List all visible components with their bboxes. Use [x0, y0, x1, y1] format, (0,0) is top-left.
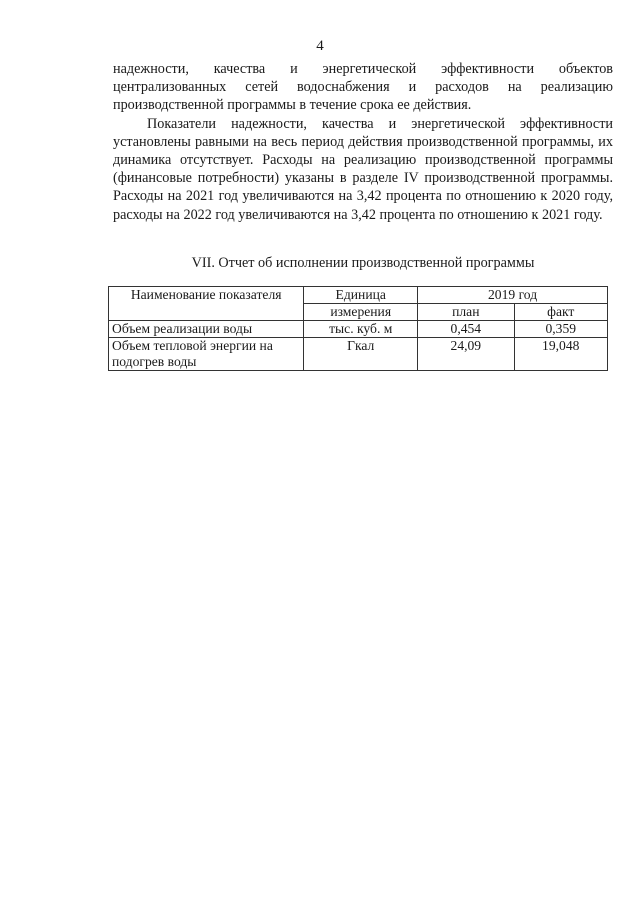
- cell-fact: 0,359: [514, 321, 608, 338]
- cell-plan: 24,09: [418, 338, 514, 371]
- table-header-row: [109, 287, 608, 304]
- body-text: [113, 60, 613, 224]
- cell-plan: 0,454: [418, 321, 514, 338]
- header-unit: [304, 287, 418, 304]
- report-table: [108, 286, 608, 371]
- header-indicator: Наименование показателя: [109, 287, 304, 321]
- header-plan: план: [418, 304, 514, 321]
- paragraph-indicators: Показатели надежности, качества и энергетической эффективности установлены равными на весь период действия производственной программы, их динамика отсутствует. Расходы на реализацию производственной программы (финансовые потребности) указаны в разделе IV производственной программы. Расходы на 2021 год увеличиваются на 3,42 процента по отношению к 2020 году, расходы на 2022 год увеличиваются на 3,42 процента по отношению к 2021 году.: [113, 115, 613, 223]
- section-heading: VII. Отчет об исполнении производственной программы: [191, 255, 535, 271]
- cell-fact: 19,048: [514, 338, 608, 371]
- header-unit-line1: Единица: [335, 287, 386, 302]
- page-number: 4: [316, 38, 324, 54]
- header-fact: факт: [514, 304, 608, 321]
- header-unit-line2: измерения: [304, 304, 418, 321]
- table-row: [109, 321, 608, 338]
- table-row: [109, 338, 608, 371]
- cell-unit: тыс. куб. м: [304, 321, 418, 338]
- header-year: 2019 год: [418, 287, 608, 304]
- cell-indicator: Объем тепловой энергии на подогрев воды: [109, 338, 304, 371]
- paragraph-continuation: надежности, качества и энергетической эффективности объектов централизованных сетей водоснабжения и расходов на реализацию производственной программы в течение срока ее действия.: [113, 61, 613, 114]
- cell-indicator: Объем реализации воды: [109, 321, 304, 338]
- cell-unit: Гкал: [304, 338, 418, 371]
